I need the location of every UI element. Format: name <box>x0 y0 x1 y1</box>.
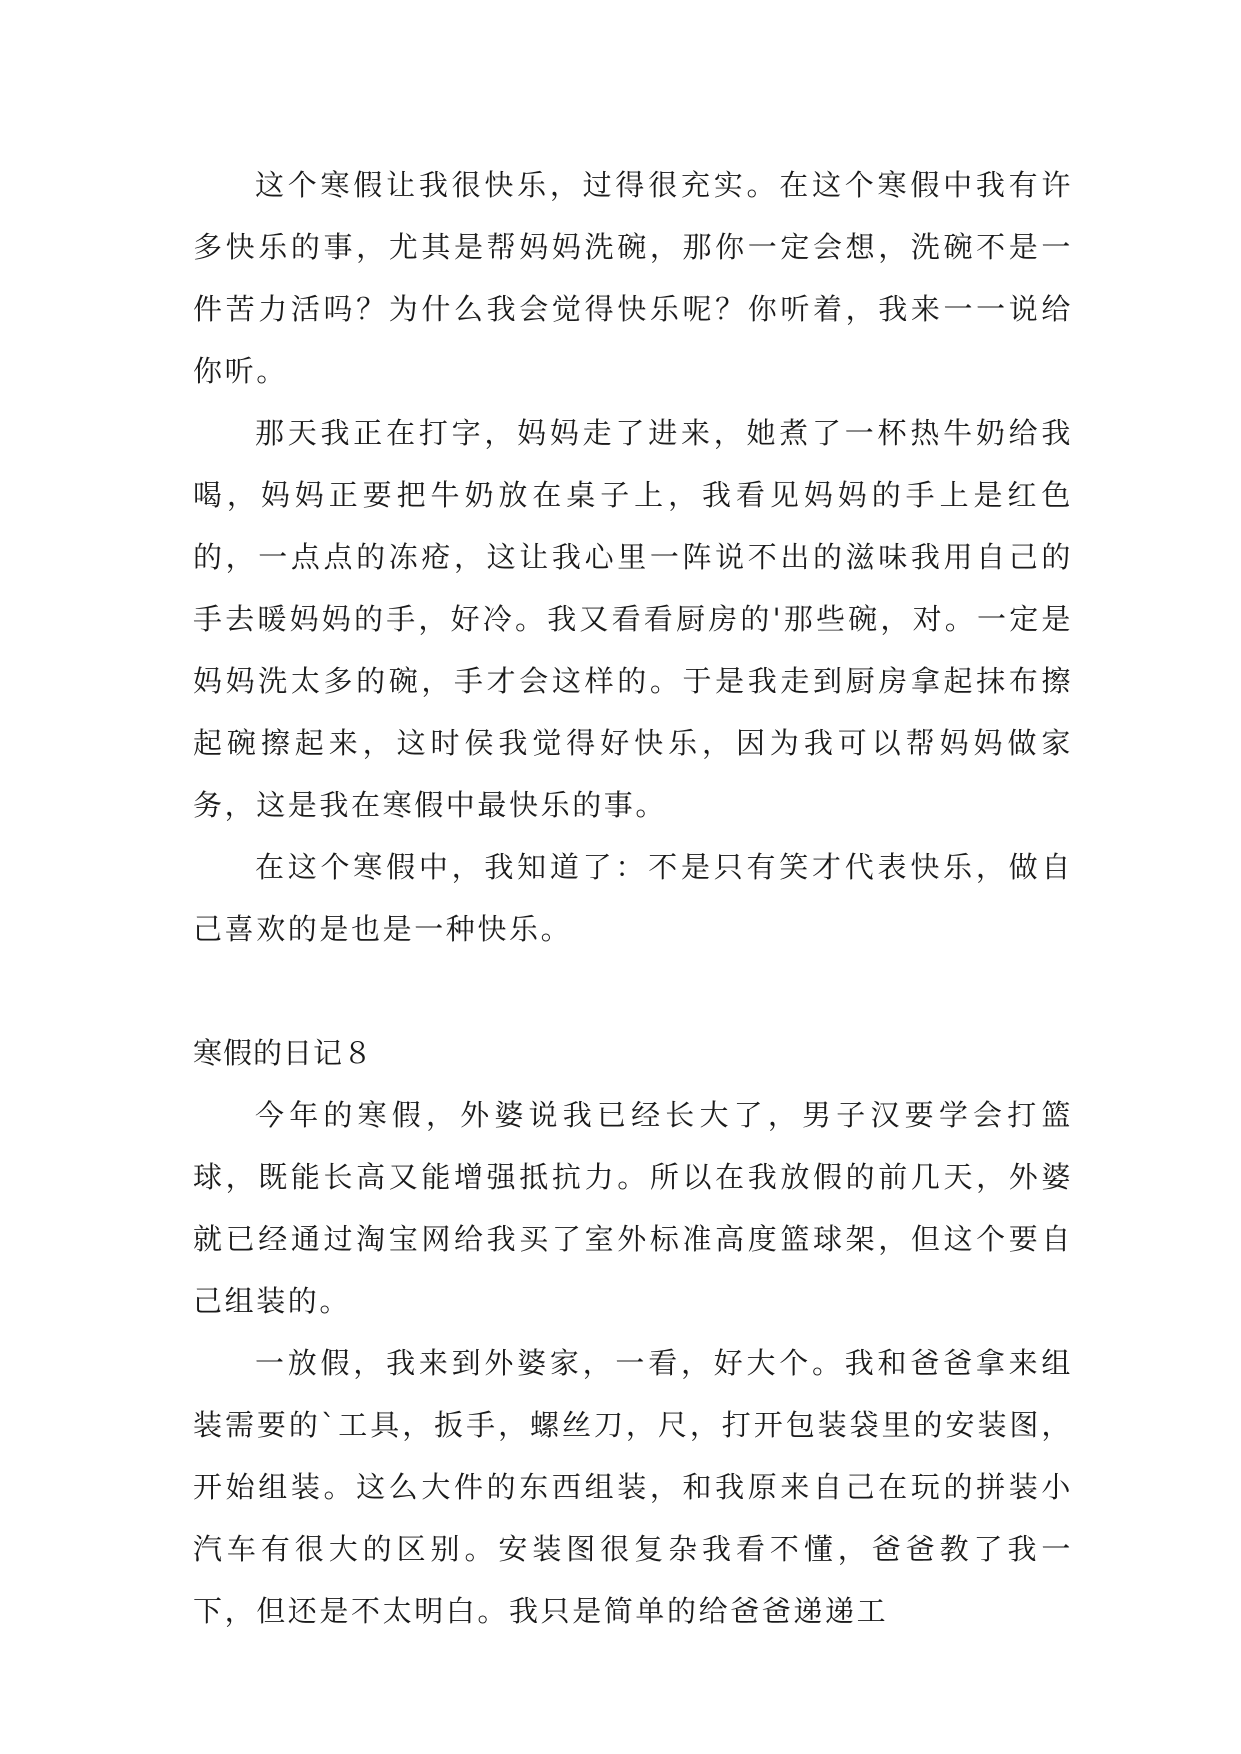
paragraph-2: 那天我正在打字，妈妈走了进来，她煮了一杯热牛奶给我喝，妈妈正要把牛奶放在桌子上，我看见妈妈的手上是红色的，一点点的冻疮，这让我心里一阵说不出的滋味我用自己的手去暖妈妈的手，好冷。我又看看厨房的'那些碗，对。一定是妈妈洗太多的碗，手才会这样的。于是我走到厨房拿起抹布擦起碗擦起来，这时侯我觉得好快乐，因为我可以帮妈妈做家务，这是我在寒假中最快乐的事。 <box>193 416 1073 822</box>
paragraph-3: 在这个寒假中，我知道了：不是只有笑才代表快乐，做自己喜欢的是也是一种快乐。 <box>193 850 1073 946</box>
paragraph-5: 一放假，我来到外婆家，一看，好大个。我和爸爸拿来组装需要的`工具，扳手，螺丝刀，尺，打开包装袋里的安装图，开始组装。这么大件的东西组装，和我原来自己在玩的拼装小汽车有很大的区别。安装图很复杂我看不懂，爸爸教了我一下，但还是不太明白。我只是简单的给爸爸递递工 <box>193 1346 1073 1628</box>
document-body <box>193 154 1073 1642</box>
paragraph-4: 今年的寒假，外婆说我已经长大了，男子汉要学会打篮球，既能长高又能增强抵抗力。所以在我放假的前几天，外婆就已经通过淘宝网给我买了室外标准高度篮球架，但这个要自己组装的。 <box>193 1098 1073 1318</box>
section-title: 寒假的日记８ <box>193 1036 374 1070</box>
paragraph-1: 这个寒假让我很快乐，过得很充实。在这个寒假中我有许多快乐的事，尤其是帮妈妈洗碗，那你一定会想，洗碗不是一件苦力活吗？为什么我会觉得快乐呢？你听着，我来一一说给你听。 <box>193 168 1073 388</box>
